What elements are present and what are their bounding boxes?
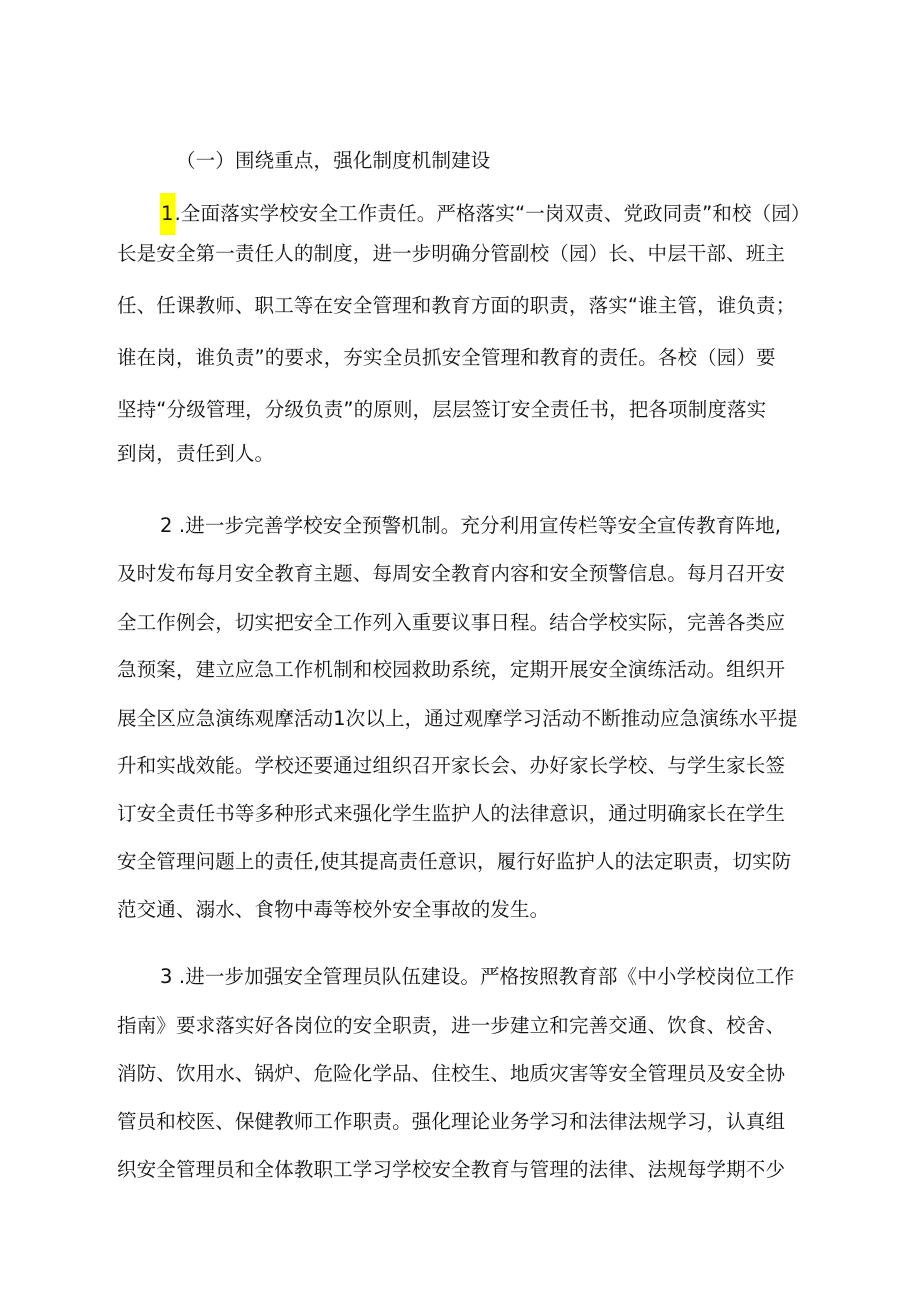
paragraph-1-line-3: 任、任课教师、职工等在安全管理和教育方面的职责，落实“谁主管，谁负责； bbox=[117, 294, 796, 317]
paragraph-3-line-5: 织安全管理员和全体教职工学习学校安全教育与管理的法律、法规每学期不少 bbox=[117, 1158, 786, 1181]
paragraph-1-line-1-text: .全面落实学校安全工作责任。严格落实“一岗双责、党政同责”和校（园） bbox=[174, 202, 811, 225]
highlighted-number: 1 bbox=[160, 193, 175, 235]
paragraph-2-line-5: 展全区应急演练观摩活动1次以上，通过观摩学习活动不断推动应急演练水平提 bbox=[117, 707, 798, 730]
paragraph-2-line-6: 升和实战效能。学校还要通过组织召开家长会、办好家长学校、与学生家长签 bbox=[117, 754, 786, 777]
paragraph-2-line-1: 2 .进一步完善学校安全预警机制。充分利用宣传栏等安全宣传教育阵地, bbox=[160, 514, 782, 537]
paragraph-1-line-6: 到岗，责任到人。 bbox=[117, 442, 275, 465]
paragraph-3-line-2: 指南》要求落实好各岗位的安全职责，进一步建立和完善交通、饮食、校舍、 bbox=[117, 1014, 786, 1037]
paragraph-2-line-4: 急预案，建立应急工作机制和校园救助系统，定期开展安全演练活动。组织开 bbox=[117, 658, 786, 681]
paragraph-2-line-8: 安全管理问题上的责任,使其提高责任意识，履行好监护人的法定职责，切实防 bbox=[117, 850, 792, 873]
section-heading: （一）围绕重点，强化制度机制建设 bbox=[176, 149, 491, 172]
paragraph-3-line-1: 3 .进一步加强安全管理员队伍建设。严格按照教育部《中小学校岗位工作 bbox=[160, 965, 795, 988]
paragraph-3-line-3: 消防、饮用水、锅炉、危险化学品、住校生、地质灾害等安全管理员及安全协 bbox=[117, 1062, 786, 1085]
paragraph-1-line-4: 谁在岗，谁负责”的要求，夯实全员抓安全管理和教育的责任。各校（园）要 bbox=[117, 346, 776, 369]
paragraph-2-line-7: 订安全责任书等多种形式来强化学生监护人的法律意识，通过明确家长在学生 bbox=[117, 802, 786, 825]
paragraph-1-line-2: 长是安全第一责任人的制度，进一步明确分管副校（园）长、中层干部、班主 bbox=[117, 242, 786, 265]
paragraph-1-line-5: 坚持“分级管理，分级负责”的原则，层层签订安全责任书，把各项制度落实 bbox=[117, 398, 767, 421]
paragraph-1-line-1 bbox=[160, 200, 811, 228]
paragraph-2-line-3: 全工作例会，切实把安全工作列入重要议事日程。结合学校实际，完善各类应 bbox=[117, 611, 786, 634]
paragraph-2-line-9: 范交通、溺水、食物中毒等校外安全事故的发生。 bbox=[117, 898, 550, 921]
paragraph-2-line-2: 及时发布每月安全教育主题、每周安全教育内容和安全预警信息。每月召开安 bbox=[117, 562, 786, 585]
paragraph-3-line-4: 管员和校医、保健教师工作职责。强化理论业务学习和法律法规学习，认真组 bbox=[117, 1110, 786, 1133]
